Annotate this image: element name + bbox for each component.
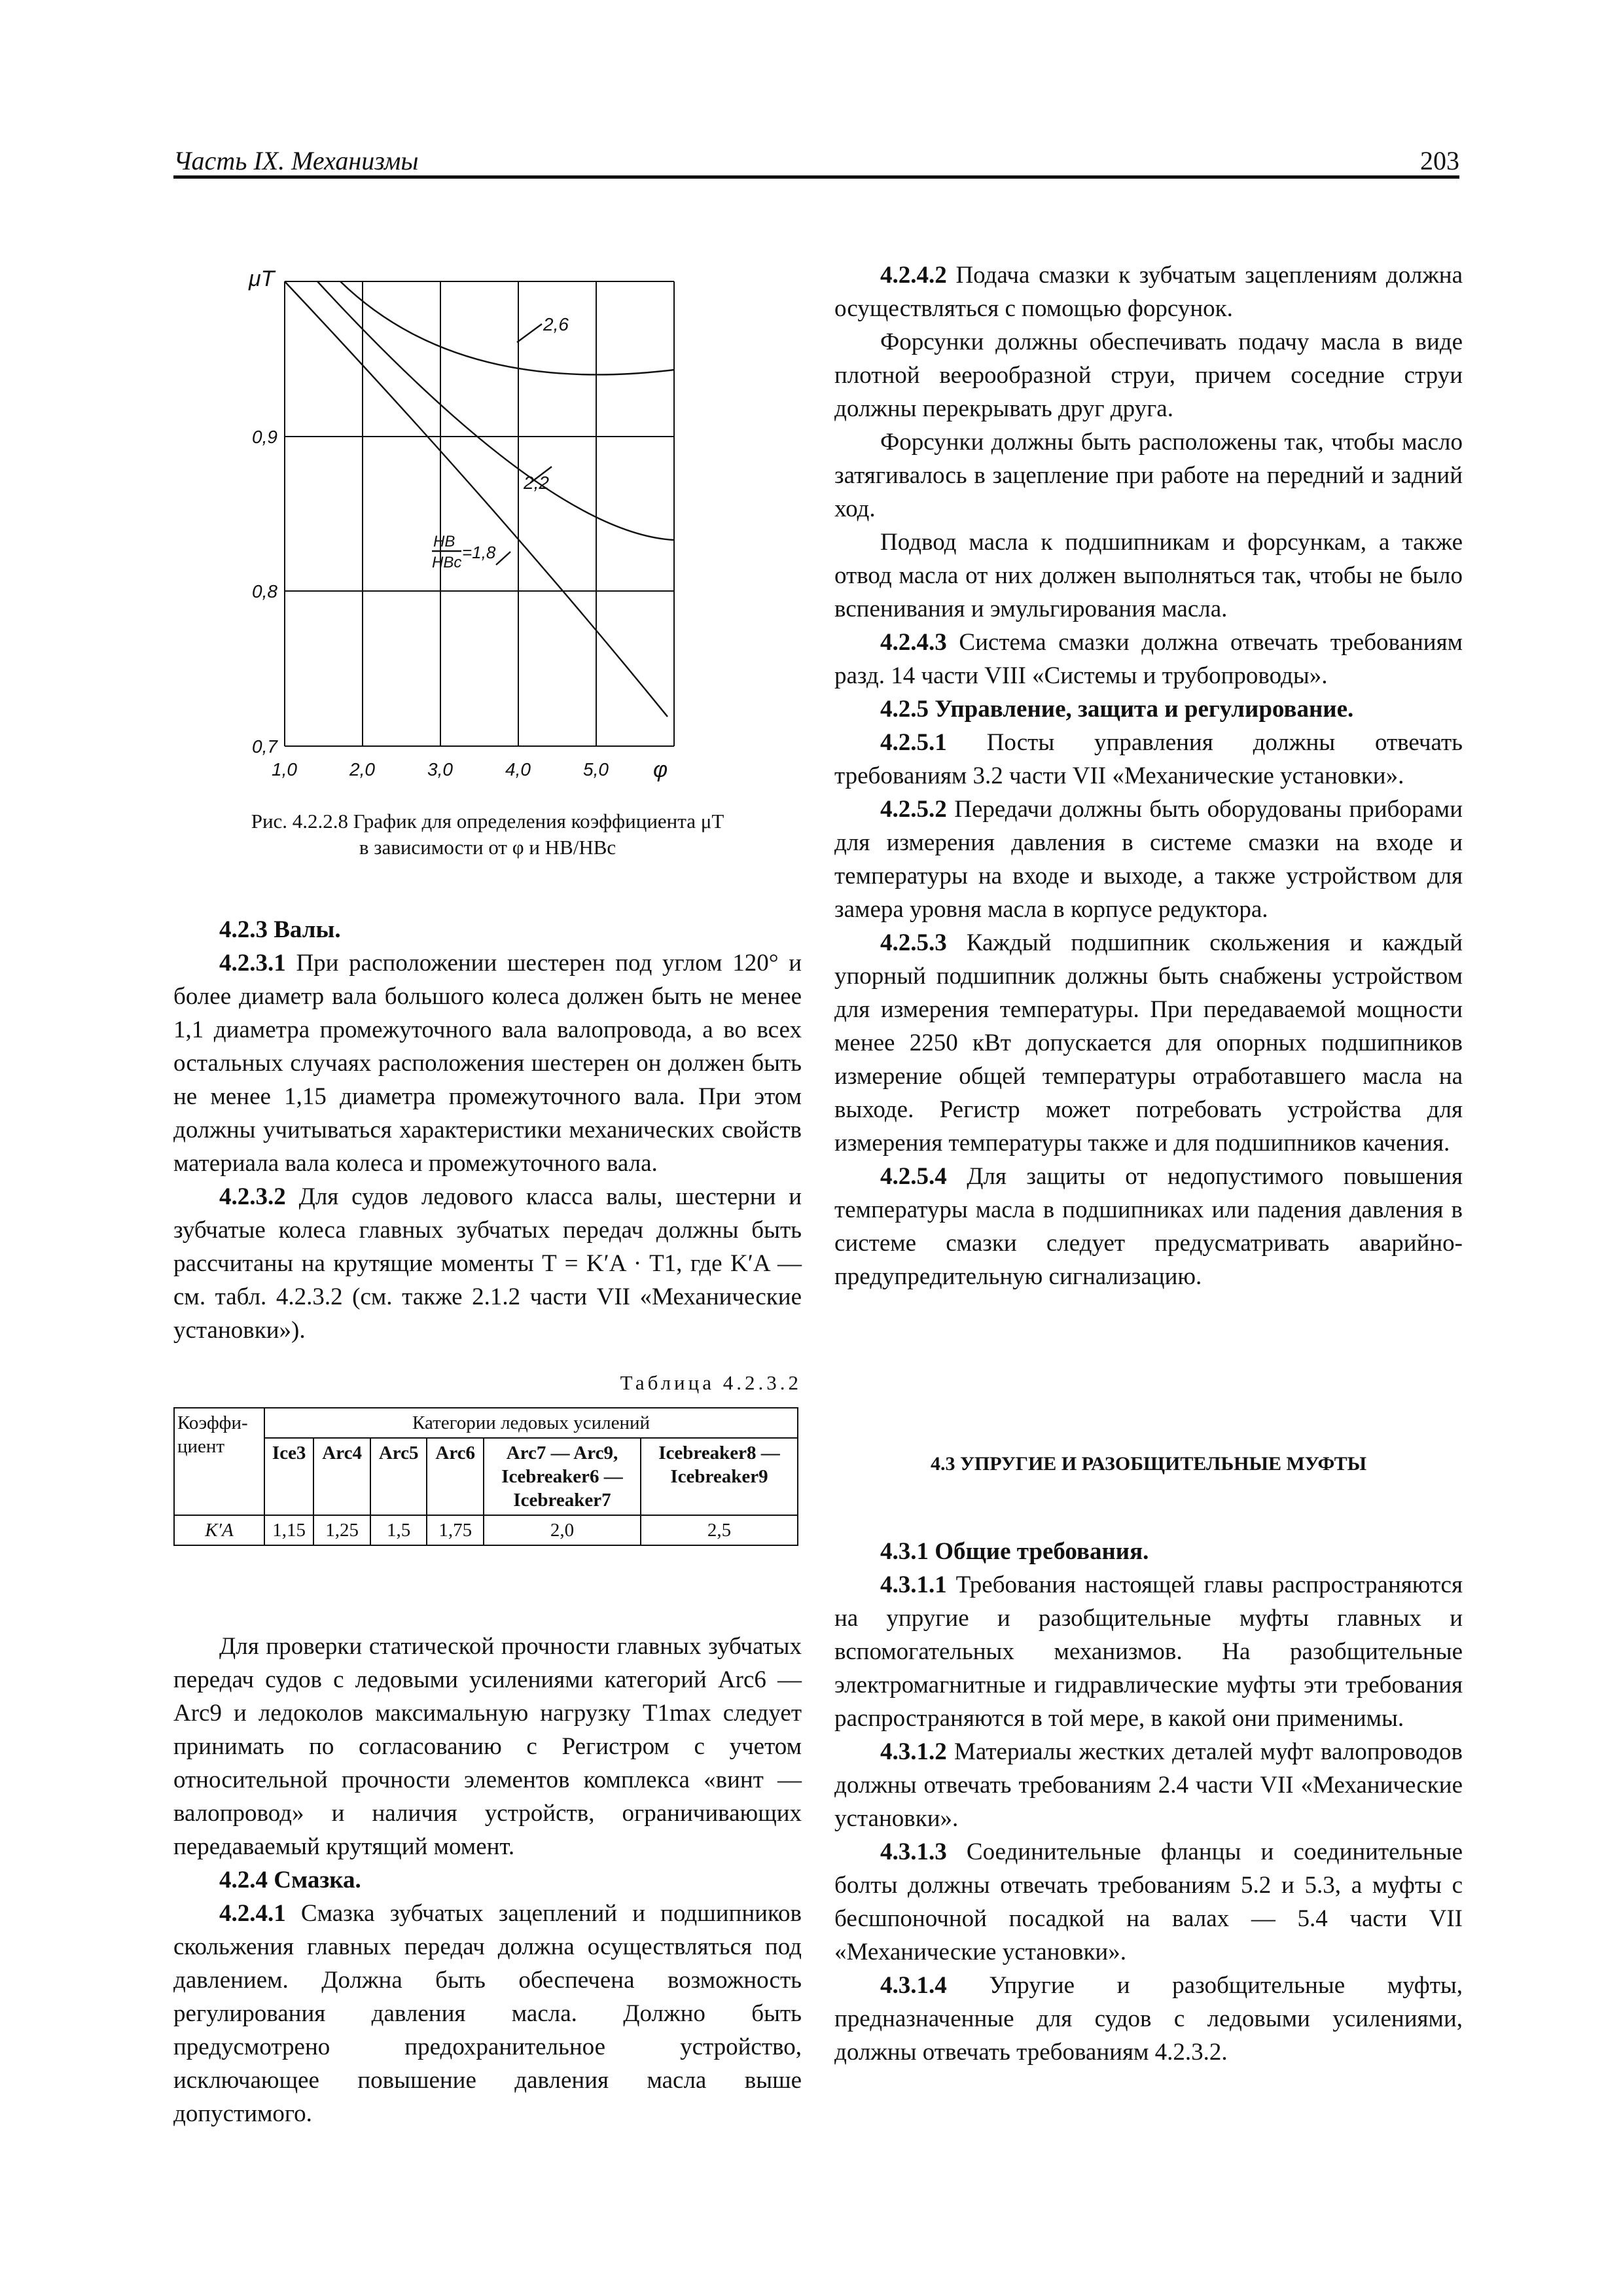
paragraph-number: 4.2.4.1: [219, 1900, 286, 1927]
section-4-2-4-heading: 4.2.4 Смазка.: [219, 1867, 361, 1893]
running-head: [173, 145, 1459, 185]
paragraph-nozzles-jet: Форсунки должны обеспечивать подачу масла в виде плотной веерообразной струи, причем соседние струи должны перекрывать друг друга.: [834, 329, 1463, 422]
x-tick-5-0: 5,0: [583, 759, 609, 780]
section-4-3-1-heading: 4.3.1 Общие требования.: [880, 1538, 1149, 1565]
paragraph-text: Для защиты от недопустимого повышения температуры масла в подшипниках или падения давления в системе смазки следует предусматривать аварийно-предупредительную сигнализацию.: [834, 1163, 1463, 1290]
paragraph-4-3-1-1: [834, 1568, 1463, 1735]
y-tick-0-7: 0,7: [252, 736, 277, 757]
y-axis-label: μT: [249, 266, 275, 291]
paragraph-4-2-4-3: [834, 626, 1463, 692]
paragraph-4-3-1-2: [834, 1735, 1463, 1835]
table-col-icebreaker8-9: Icebreaker8 — Icebreaker9: [641, 1438, 798, 1515]
curve-2-6: [340, 281, 674, 374]
paragraph-number: 4.3.1.3: [880, 1839, 947, 1865]
paragraph-text: Упругие и разобщительные муфты, предназначенные для судов с ледовыми усилениями, должны отвечать требованиям 4.2.3.2.: [834, 1972, 1463, 2066]
paragraph-text: Каждый подшипник скольжения и каждый упорный подшипник должны быть снабжены устройством для измерения температуры. При передаваемой мощности менее 2250 кВт допускается для опорных подшипников измерение общей температуры отработавшего масла на выходе. Регистр может потребовать устройства для измерения температуры также и для подшипников качения.: [834, 929, 1463, 1157]
figure-caption-line2: в зависимости от φ и HB/HBc: [359, 836, 616, 859]
paragraph-text: При расположении шестерен под углом 120° и более диаметр вала большого колеса должен быть не менее 1,1 диаметра промежуточного вала валопровода, а во всех остальных случаях расположения шестерен он должен быть не менее 1,15 диаметра промежуточного вала. При этом должны учитываться характеристики механических свойств материала вала колеса и промежуточного вала.: [173, 950, 802, 1177]
curve-label-2-2: 2,2: [524, 473, 549, 493]
table-4-2-3-2: [173, 1407, 798, 1546]
paragraph-4-2-3-1: [173, 946, 802, 1180]
table-row-label: K′A: [174, 1515, 264, 1545]
x-tick-1-0: 1,0: [272, 759, 297, 780]
paragraph-number: 4.3.1.4: [880, 1972, 947, 1999]
paragraph-number: 4.2.5.4: [880, 1163, 947, 1190]
header-rule: [173, 175, 1459, 179]
table-group-header: Категории ледовых усилений: [264, 1408, 798, 1438]
left-column-upper: [173, 913, 802, 1347]
curve-label-2-6: 2,6: [543, 314, 569, 334]
paragraph-4-2-5-2: [834, 793, 1463, 926]
table-cell: 1,25: [313, 1515, 370, 1545]
paragraph-text: Смазка зубчатых зацеплений и подшипников скольжения главных передач должна осуществляться под давлением. Должна быть обеспечена возможность регулирования давления масла. Должно быть предусмотрено предохранительное устройство, исключающее повышение давления масла выше допустимого.: [173, 1900, 802, 2127]
right-column-lower: [834, 1535, 1463, 2069]
curve-label-1-8: =1,8: [462, 543, 496, 562]
curve-2-2: [317, 281, 674, 540]
table-cell: 1,75: [427, 1515, 484, 1545]
paragraph-number: 4.2.4.2: [880, 262, 947, 289]
paragraph-4-2-5-1: [834, 726, 1463, 793]
figure-graph: [236, 259, 733, 782]
section-4-2-5-heading: 4.2.5 Управление, защита и регулирование.: [880, 696, 1354, 723]
mu-graph-svg: [236, 259, 733, 782]
paragraph-number: 4.3.1.1: [880, 1571, 947, 1598]
paragraph-oil-supply: Подвод масла к подшипникам и форсункам, а также отвод масла от них должен выполняться так, чтобы не было вспенивания и эмульгирования масла.: [834, 529, 1463, 622]
graph-grid: [285, 281, 674, 746]
ratio-denominator: HBc: [432, 554, 462, 571]
x-tick-4-0: 4,0: [505, 759, 531, 780]
section-4-3-title: 4.3 УПРУГИЕ И РАЗОБЩИТЕЛЬНЫЕ МУФТЫ: [930, 1453, 1367, 1475]
paragraph-text: Для судов ледового класса валы, шестерни и зубчатые колеса главных зубчатых передач должны быть рассчитаны на крутящие моменты T = K′A · T1, где K′A — см. табл. 4.2.3.2 (см. также 2.1.2 части VII «Механические установки»).: [173, 1183, 802, 1344]
table-col-arc6: Arc6: [427, 1438, 484, 1515]
figure-caption-line1: Рис. 4.2.2.8 График для определения коэффициента μT: [251, 810, 724, 833]
paragraph-number: 4.2.5.2: [880, 796, 947, 823]
graph-curves: [285, 281, 674, 717]
y-tick-0-9: 0,9: [252, 427, 277, 447]
right-column-upper: [834, 259, 1463, 1293]
paragraph-number: 4.2.5.3: [880, 929, 947, 956]
leader-2-6: [517, 324, 542, 342]
table-col-arc7-9: Arc7 — Arc9, Icebreaker6 — Icebreaker7: [484, 1438, 641, 1515]
table-row: [174, 1515, 798, 1545]
paragraph-text: Система смазки должна отвечать требованиям разд. 14 части VIII «Системы и трубопроводы».: [834, 629, 1463, 689]
paragraph-text: Материалы жестких деталей муфт валопроводов должны отвечать требованиям 2.4 части VII «Механические установки».: [834, 1738, 1463, 1832]
paragraph-nozzles-position: Форсунки должны быть расположены так, чтобы масло затягивалось в зацепление при работе на передний и задний ход.: [834, 429, 1463, 522]
table-header-row: [174, 1408, 798, 1438]
left-column-lower: [173, 1630, 802, 2130]
table-cell: 2,0: [484, 1515, 641, 1545]
table-coef-header: Коэффи-циент: [174, 1408, 264, 1515]
paragraph-4-2-5-3: [834, 926, 1463, 1160]
paragraph-number: 4.2.3.1: [219, 950, 286, 977]
paragraph-text: Соединительные фланцы и соединительные болты должны отвечать требованиям 5.2 и 5.3, а муфты с бесшпоночной посадкой на валах — 5.4 части VII «Механические установки».: [834, 1839, 1463, 1965]
paragraph-4-2-3-2: [173, 1180, 802, 1347]
paragraph-text: Подача смазки к зубчатым зацеплениям должна осуществляться с помощью форсунок.: [834, 262, 1463, 322]
paragraph-4-3-1-3: [834, 1835, 1463, 1969]
paragraph-4-2-5-4: [834, 1160, 1463, 1293]
table-cell: 1,15: [264, 1515, 313, 1545]
paragraph-number: 4.2.5.1: [880, 729, 947, 756]
curve-1-8: [285, 281, 668, 717]
ratio-numerator: HB: [433, 533, 455, 550]
table-col-row: [174, 1438, 798, 1515]
running-head-title: Часть IX. Механизмы: [173, 146, 419, 175]
table-col-arc5: Arc5: [370, 1438, 427, 1515]
paragraph-number: 4.2.4.3: [880, 629, 947, 656]
paragraph-4-2-4-2: [834, 259, 1463, 325]
table-label: Таблица 4.2.3.2: [620, 1371, 802, 1394]
paragraph-text: Передачи должны быть оборудованы приборами для измерения давления в системе смазки на входе и температуры на входе и выходе, а также устройством для замера уровня масла в корпусе редуктора.: [834, 796, 1463, 923]
figure-caption: [173, 808, 802, 861]
paragraph-number: 4.2.3.2: [219, 1183, 286, 1210]
paragraph-4-2-4-1: [173, 1897, 802, 2130]
paragraph-text: Требования настоящей главы распространяются на упругие и разобщительные муфты главных и вспомогательных механизмов. На разобщительные электромагнитные и гидравлические муфты эти требования распространяются в той мере, в какой они применимы.: [834, 1571, 1463, 1732]
table-col-ice3: Ice3: [264, 1438, 313, 1515]
page-number: 203: [1420, 146, 1459, 175]
y-tick-0-8: 0,8: [252, 581, 277, 601]
paragraph-4-3-1-4: [834, 1969, 1463, 2069]
table-cell: 2,5: [641, 1515, 798, 1545]
table-col-arc4: Arc4: [313, 1438, 370, 1515]
table-cell: 1,5: [370, 1515, 427, 1545]
paragraph-static-strength: Для проверки статической прочности главных зубчатых передач судов с ледовыми усилениями категорий Arc6 — Arc9 и ледоколов максимальную нагрузку T1max следует принимать по согласованию с Регистром с учетом относительной прочности элементов комплекса «винт — валопровод» и наличия устройств, ограничивающих передаваемый крутящий момент.: [173, 1633, 802, 1860]
x-axis-label: φ: [653, 757, 668, 782]
paragraph-number: 4.3.1.2: [880, 1738, 947, 1765]
x-tick-3-0: 3,0: [427, 759, 453, 780]
paragraph-text: Посты управления должны отвечать требованиям 3.2 части VII «Механические установки».: [834, 729, 1463, 789]
section-4-2-3-heading: 4.2.3 Валы.: [219, 916, 341, 943]
x-tick-2-0: 2,0: [349, 759, 375, 780]
leader-1-8: [496, 552, 510, 565]
